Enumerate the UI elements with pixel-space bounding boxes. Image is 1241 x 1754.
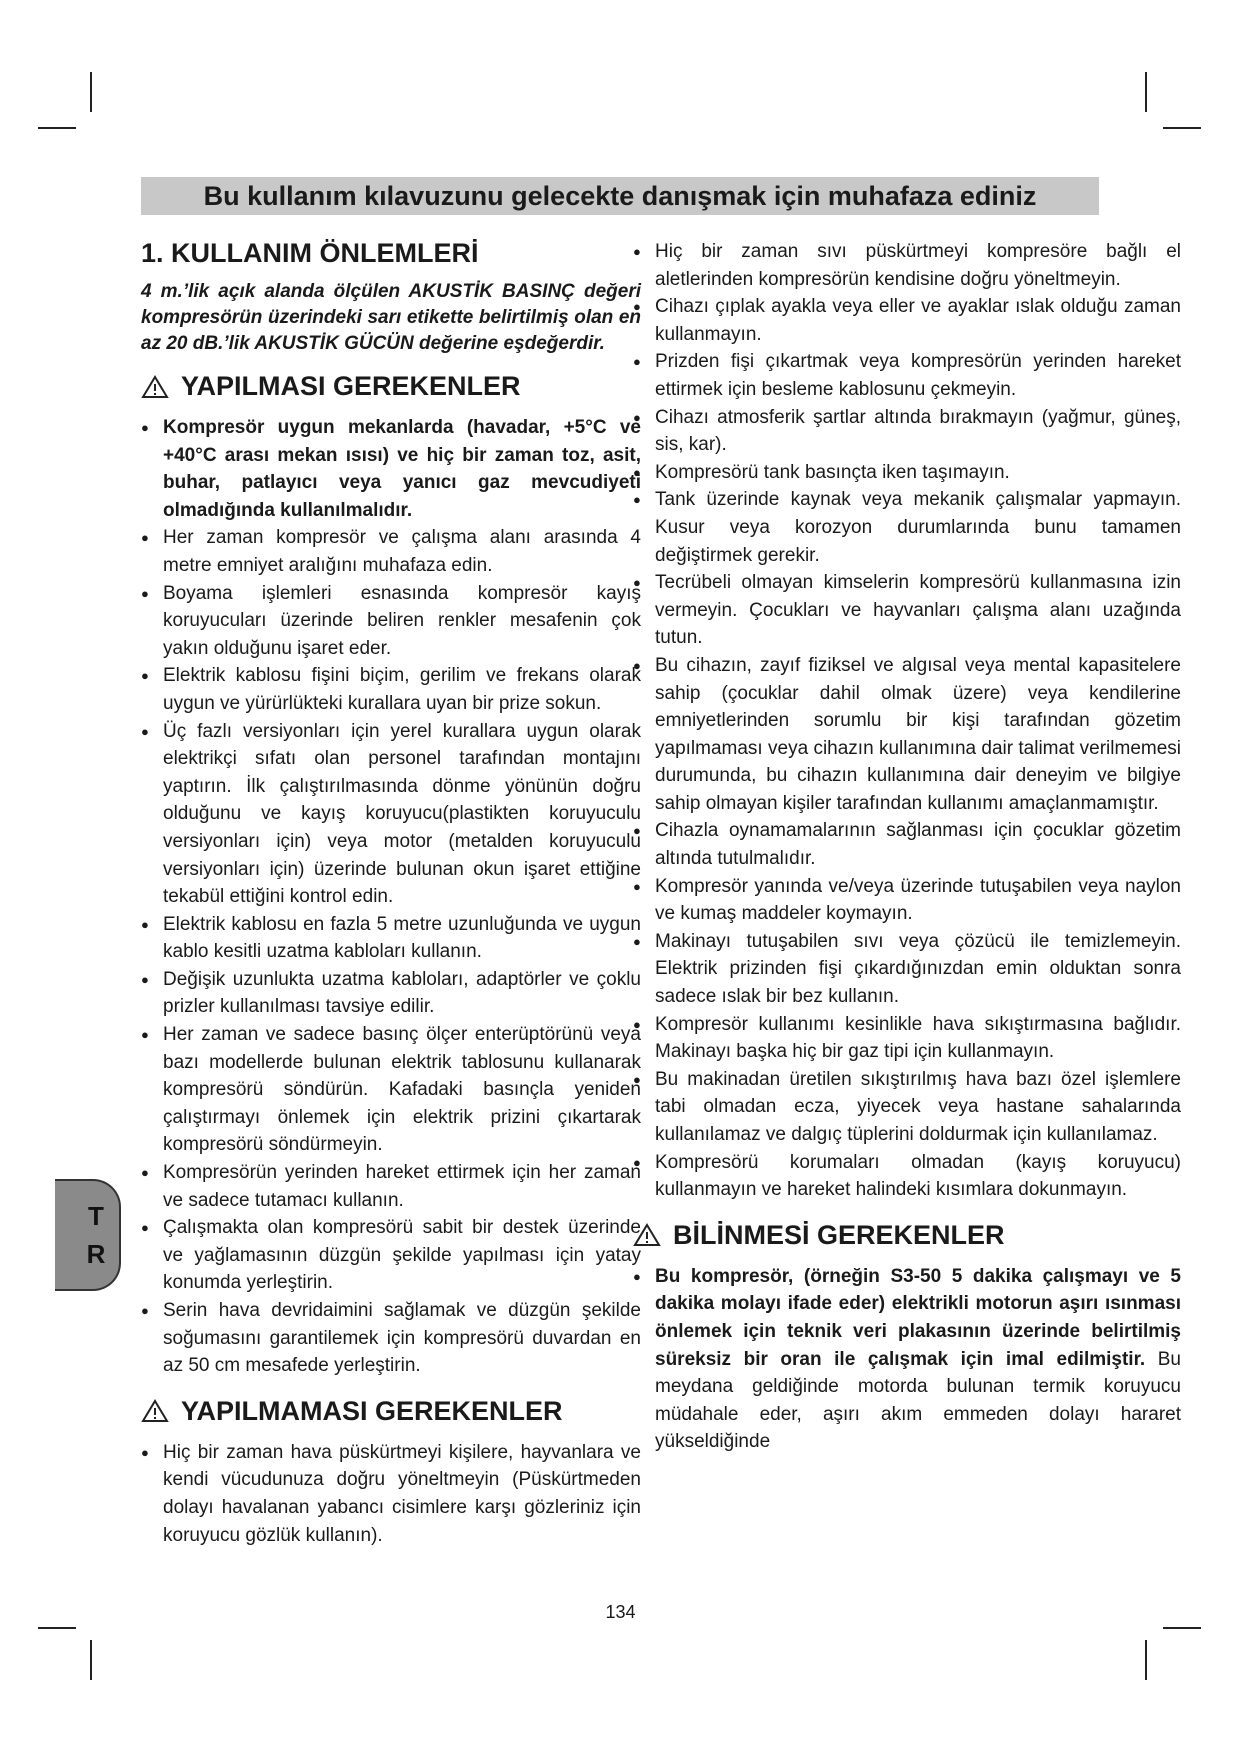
section-title: 1. KULLANIM ÖNLEMLERİ bbox=[141, 238, 479, 268]
heading-yapilmasi bbox=[141, 371, 641, 402]
list-item-rest: Bu meydana geldiğinde motorda bulunan termik koruyucu müdahale eder, aşırı akım emmeden dolayı hararet yükseldiğinde bbox=[655, 1348, 1181, 1453]
list-item: ● Kompresör uygun mekanlarda (havadar, +5°C ve +40°C arası mekan ısısı) ve hiç bir zaman toz, asit, buhar, patlayıcı veya yanıcı gaz mevcudiyeti olmadığında kullanılmalıdır. bbox=[141, 414, 641, 524]
yapilmamasi-list-left bbox=[141, 1439, 641, 1549]
tab-letter: R bbox=[86, 1239, 106, 1269]
list-item: ● Makinayı tutuşabilen sıvı veya çözücü ile temizlemeyin. Elektrik prizinden fişi çıkardığınızdan emin olduktan sonra sadece ıslak bir bez kullanın. bbox=[633, 928, 1181, 1011]
warning-icon bbox=[633, 1223, 661, 1247]
list-item: ● Boyama işlemleri esnasında kompresör kayış koruyucuları üzerinde beliren renkler mesafenin çok yakın olduğunu işaret eder. bbox=[141, 580, 641, 663]
heading-text: BİLİNMESİ GEREKENLER bbox=[673, 1219, 1005, 1250]
heading-bilinmesi bbox=[633, 1220, 1181, 1251]
list-item: ● Her zaman kompresör ve çalışma alanı arasında 4 metre emniyet aralığını muhafaza edin. bbox=[141, 524, 641, 579]
list-item: ● Kompresörü tank basınçta iken taşımayın. bbox=[633, 459, 1181, 487]
list-item: ● Serin hava devridaimini sağlamak ve düzgün şekilde soğumasını garantilemek için kompresörü duvardan en az 50 cm mesafede yerleştirin. bbox=[141, 1297, 641, 1380]
heading-text: YAPILMASI GEREKENLER bbox=[181, 371, 521, 401]
list-item: ● Tank üzerinde kaynak veya mekanik çalışmalar yapmayın. Kusur veya korozyon durumlarında bunu tamamen değiştirmek gerekir. bbox=[633, 486, 1181, 569]
list-item: ● Tecrübeli olmayan kimselerin kompresörü kullanmasına izin vermeyin. Çocukları ve hayvanları çalışma alanı uzağında tutun. bbox=[633, 569, 1181, 652]
list-item: ● Cihazı çıplak ayakla veya eller ve ayaklar ıslak olduğu zaman kullanmayın. bbox=[633, 293, 1181, 348]
crop-mark bbox=[38, 127, 76, 129]
crop-mark bbox=[1145, 1640, 1147, 1680]
list-item: ● Bu makinadan üretilen sıkıştırılmış hava bazı özel işlemlere tabi olmadan ecza, yiyecek veya hastane sahalarında kullanılamaz ve dalgıç tüplerini doldurmak için kullanılamaz. bbox=[633, 1066, 1181, 1149]
list-item: ● Her zaman ve sadece basınç ölçer enterüptörünü veya bazı modellerde bulunan elektrik tablosunu kullanarak kompresörü söndürün. Kafadaki basınçla yeniden çalıştırmayı önlemek için elektrik prizini çıkartarak kompresörü söndürmeyin. bbox=[141, 1021, 641, 1159]
crop-mark bbox=[1145, 72, 1147, 112]
list-item: ● Bu cihazın, zayıf fiziksel ve algısal veya mental kapasitelere sahip (çocuklar dahil olmak üzere) veya kendilerine emniyetlerinden sorumlu bir kişi tarafından gözetim yapılmaması veya cihazın kullanımına dair talimat verilmemesi durumunda, bu cihazın kullanımına dair deneyim ve bilgiye sahip olmayan kişiler tarafından kullanımı amaçlanmamıştır. bbox=[633, 652, 1181, 818]
crop-mark bbox=[90, 72, 92, 112]
crop-mark bbox=[1163, 127, 1201, 129]
warning-icon bbox=[141, 375, 169, 399]
right-column bbox=[633, 238, 1181, 1456]
warning-icon bbox=[141, 1399, 169, 1423]
list-item: ● Prizden fişi çıkartmak veya kompresörün yerinden hareket ettirmek için besleme kablosunu çekmeyin. bbox=[633, 348, 1181, 403]
left-column bbox=[141, 238, 641, 1549]
list-item: ● Değişik uzunlukta uzatma kabloları, adaptörler ve çoklu prizler kullanılması tavsiye edilir. bbox=[141, 966, 641, 1021]
list-item: ● Çalışmakta olan kompresörü sabit bir destek üzerinde ve yağlamasının düzgün şekilde yapılması için yatay konumda yerleştirin. bbox=[141, 1214, 641, 1297]
list-item-bold: Bu kompresör, (örneğin S3-50 5 dakika çalışmayı ve 5 dakika molayı ifade eder) elektrikli motorun aşırı ısınması önlemek için teknik veri plakasının üzerinde belirtilmiş süreksiz bir oran ile çalışmak için imal edilmiştir. bbox=[655, 1265, 1181, 1370]
crop-mark bbox=[38, 1627, 76, 1629]
list-item: ● Hiç bir zaman hava püskürtmeyi kişilere, hayvanlara ve kendi vücudunuza doğru yöneltmeyin (Püskürtmeden dolayı havalanan yabancı cisimlere karşı gözleriniz için koruyucu gözlük kullanın). bbox=[141, 1439, 641, 1549]
bilinmesi-list bbox=[633, 1263, 1181, 1456]
list-item: ● Elektrik kablosu en fazla 5 metre uzunluğunda ve uygun kablo kesitli uzatma kabloları kullanın. bbox=[141, 911, 641, 966]
heading-text: YAPILMAMASI GEREKENLER bbox=[181, 1395, 563, 1426]
list-item: ● Hiç bir zaman sıvı püskürtmeyi kompresöre bağlı el aletlerinden kompresörün kendisine doğru yöneltmeyin. bbox=[633, 238, 1181, 293]
heading-yapilmamasi bbox=[141, 1396, 641, 1427]
intro-paragraph: 4 m.’lik açık alanda ölçülen AKUSTİK BASINÇ değeri kompresörün üzerindeki sarı etikette belirtilmiş olan en az 20 dB.’lik AKUSTİK GÜCÜN değerine eşdeğerdir. bbox=[141, 281, 641, 354]
list-item: ● Kompresör yanında ve/veya üzerinde tutuşabilen veya naylon ve kumaş maddeler koymayın. bbox=[633, 873, 1181, 928]
tab-letter: T bbox=[88, 1201, 104, 1231]
list-item: ● Cihazı atmosferik şartlar altında bırakmayın (yağmur, güneş, sis, kar). bbox=[633, 404, 1181, 459]
yapilmasi-list bbox=[141, 414, 641, 1380]
crop-mark bbox=[1163, 1627, 1201, 1629]
list-item: ● Kompresörün yerinden hareket ettirmek için her zaman ve sadece tutamacı kullanın. bbox=[141, 1159, 641, 1214]
yapilmamasi-list-right bbox=[633, 238, 1181, 1204]
page-banner: Bu kullanım kılavuzunu gelecekte danışmak için muhafaza ediniz bbox=[141, 177, 1099, 215]
list-item: ● Kompresörü korumaları olmadan (kayış koruyucu) kullanmayın ve hareket halindeki kısımlara dokunmayın. bbox=[633, 1149, 1181, 1204]
crop-mark bbox=[90, 1640, 92, 1680]
language-tab bbox=[55, 1179, 121, 1291]
list-item bbox=[633, 1263, 1181, 1456]
page-number: 134 bbox=[605, 1602, 636, 1622]
list-item: ● Cihazla oynamamalarının sağlanması için çocuklar gözetim altında tutulmalıdır. bbox=[633, 817, 1181, 872]
list-item: ● Elektrik kablosu fişini biçim, gerilim ve frekans olarak uygun ve yürürlükteki kurallara uyan bir prize sokun. bbox=[141, 662, 641, 717]
list-item: ● Kompresör kullanımı kesinlikle hava sıkıştırmasına bağlıdır. Makinayı başka hiç bir gaz tipi için kullanmayın. bbox=[633, 1011, 1181, 1066]
list-item: ● Üç fazlı versiyonları için yerel kurallara uygun olarak elektrikçi sıfatı olan personel tarafından montajını yaptırın. İlk çalıştırılmasında dönme yönünün doğru olduğunu ve kayış koruyucu(plastikten koruyuculu versiyonları için) veya motor (metalden koruyuculu versiyonları için) üzerinde bulunan okun işaret ettiğine tekabül ettiğini kontrol edin. bbox=[141, 718, 641, 911]
